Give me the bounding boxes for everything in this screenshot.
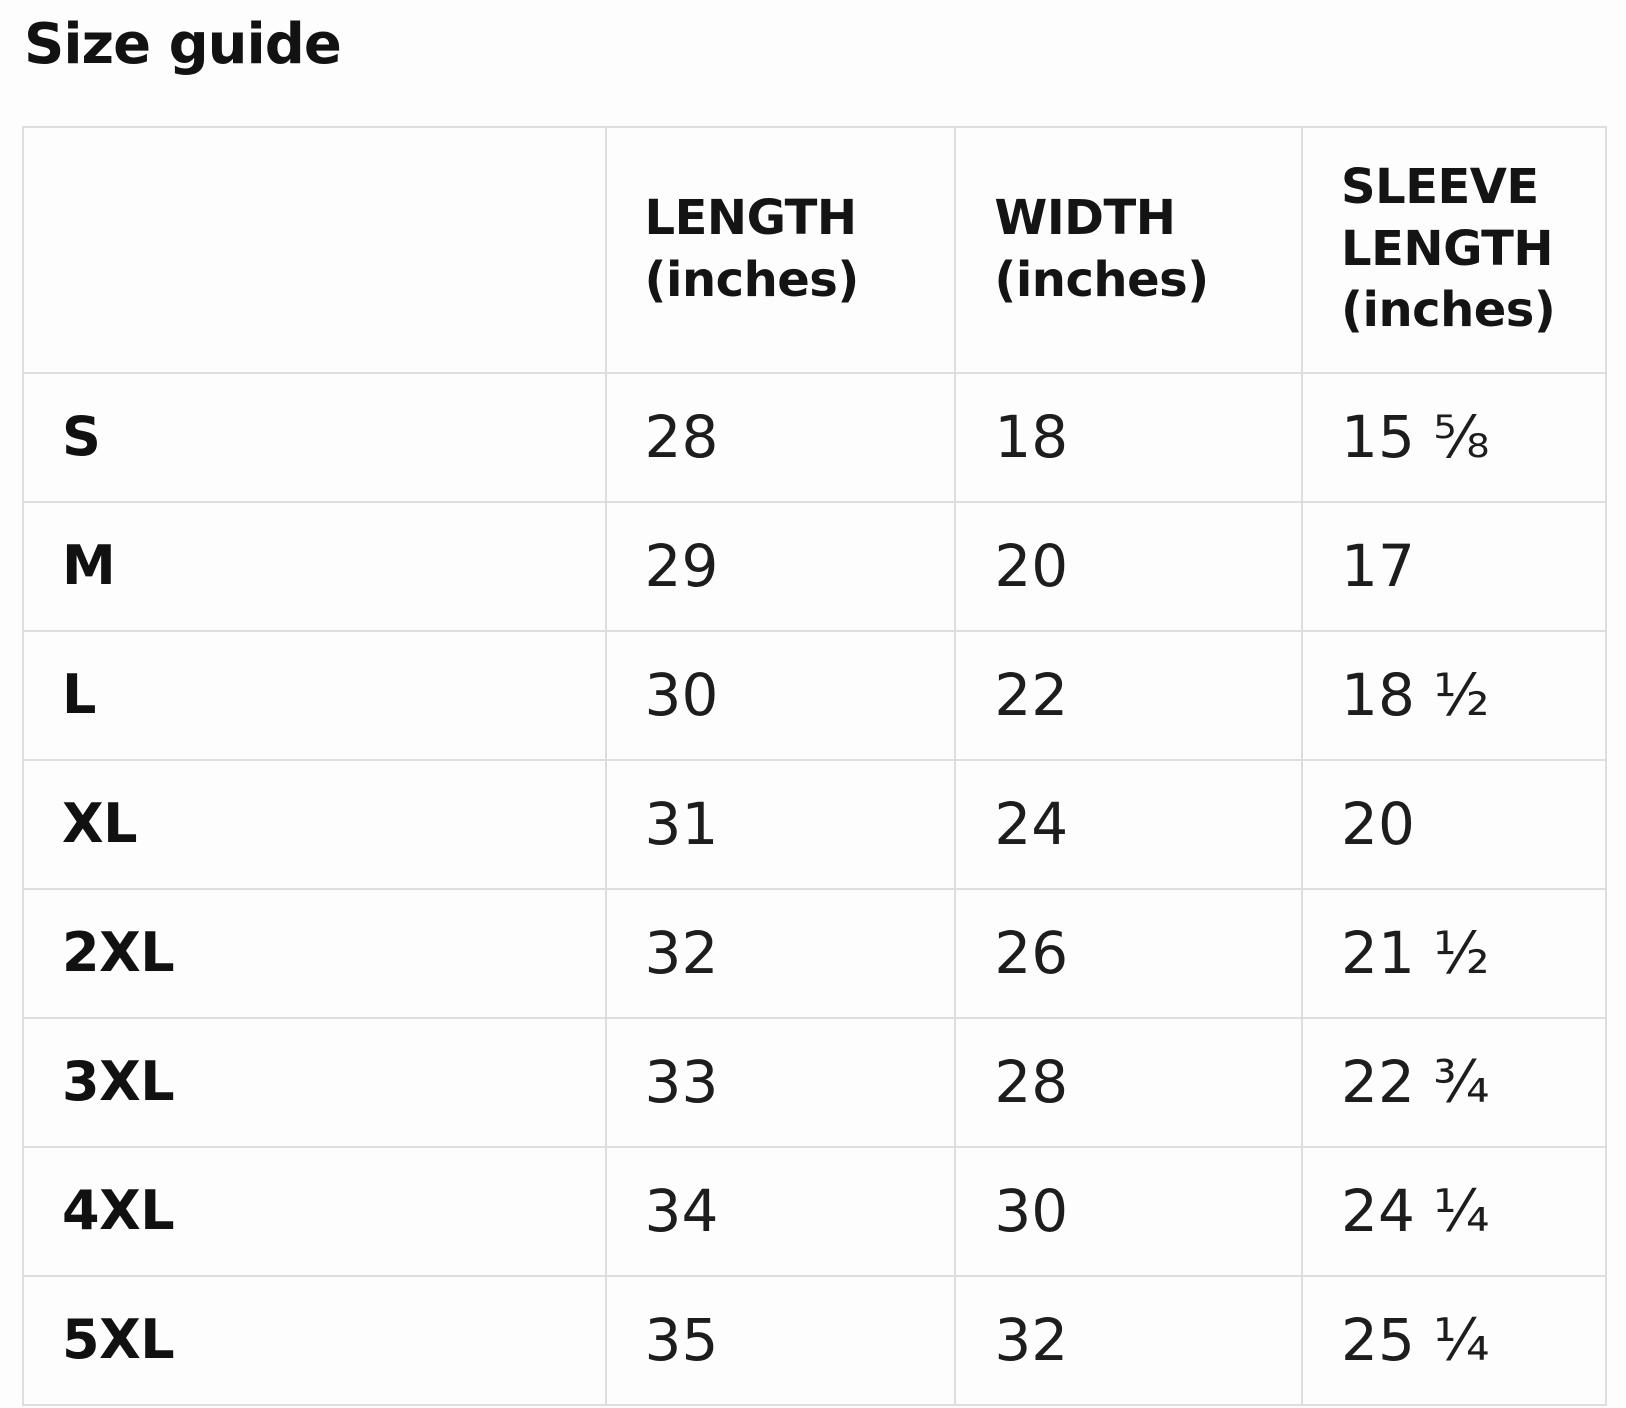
length-value: 32 <box>606 889 956 1018</box>
column-header-size <box>23 127 606 373</box>
size-label: 2XL <box>23 889 606 1018</box>
table-row-xl <box>23 760 1606 889</box>
width-value: 24 <box>955 760 1302 889</box>
width-value: 26 <box>955 889 1302 1018</box>
sleeve-length-value: 22 ¾ <box>1302 1018 1606 1147</box>
size-label: 3XL <box>23 1018 606 1147</box>
column-header-sleeve-length: SLEEVE LENGTH (inches) <box>1302 127 1606 373</box>
length-value: 35 <box>606 1276 956 1405</box>
width-value: 32 <box>955 1276 1302 1405</box>
width-value: 28 <box>955 1018 1302 1147</box>
length-value: 31 <box>606 760 956 889</box>
column-header-width: WIDTH (inches) <box>955 127 1302 373</box>
size-label: 4XL <box>23 1147 606 1276</box>
column-header-length: LENGTH (inches) <box>606 127 956 373</box>
sleeve-length-value: 17 <box>1302 502 1606 631</box>
width-value: 20 <box>955 502 1302 631</box>
sleeve-length-value: 21 ½ <box>1302 889 1606 1018</box>
width-value: 22 <box>955 631 1302 760</box>
sleeve-length-value: 15 ⅝ <box>1302 373 1606 502</box>
sleeve-length-value: 25 ¼ <box>1302 1276 1606 1405</box>
table-row-s <box>23 373 1606 502</box>
size-guide-table <box>22 126 1607 1406</box>
table-row-4xl <box>23 1147 1606 1276</box>
table-row-5xl <box>23 1276 1606 1405</box>
page-title: Size guide <box>24 12 341 77</box>
table-row-3xl <box>23 1018 1606 1147</box>
size-label: S <box>23 373 606 502</box>
size-label: 5XL <box>23 1276 606 1405</box>
length-value: 28 <box>606 373 956 502</box>
header-row <box>23 127 1606 373</box>
table-row-l <box>23 631 1606 760</box>
length-value: 33 <box>606 1018 956 1147</box>
size-label: L <box>23 631 606 760</box>
size-label: XL <box>23 760 606 889</box>
width-value: 18 <box>955 373 1302 502</box>
size-label: M <box>23 502 606 631</box>
table-row-2xl <box>23 889 1606 1018</box>
length-value: 34 <box>606 1147 956 1276</box>
table-row-m <box>23 502 1606 631</box>
width-value: 30 <box>955 1147 1302 1276</box>
length-value: 30 <box>606 631 956 760</box>
sleeve-length-value: 24 ¼ <box>1302 1147 1606 1276</box>
length-value: 29 <box>606 502 956 631</box>
sleeve-length-value: 18 ½ <box>1302 631 1606 760</box>
sleeve-length-value: 20 <box>1302 760 1606 889</box>
